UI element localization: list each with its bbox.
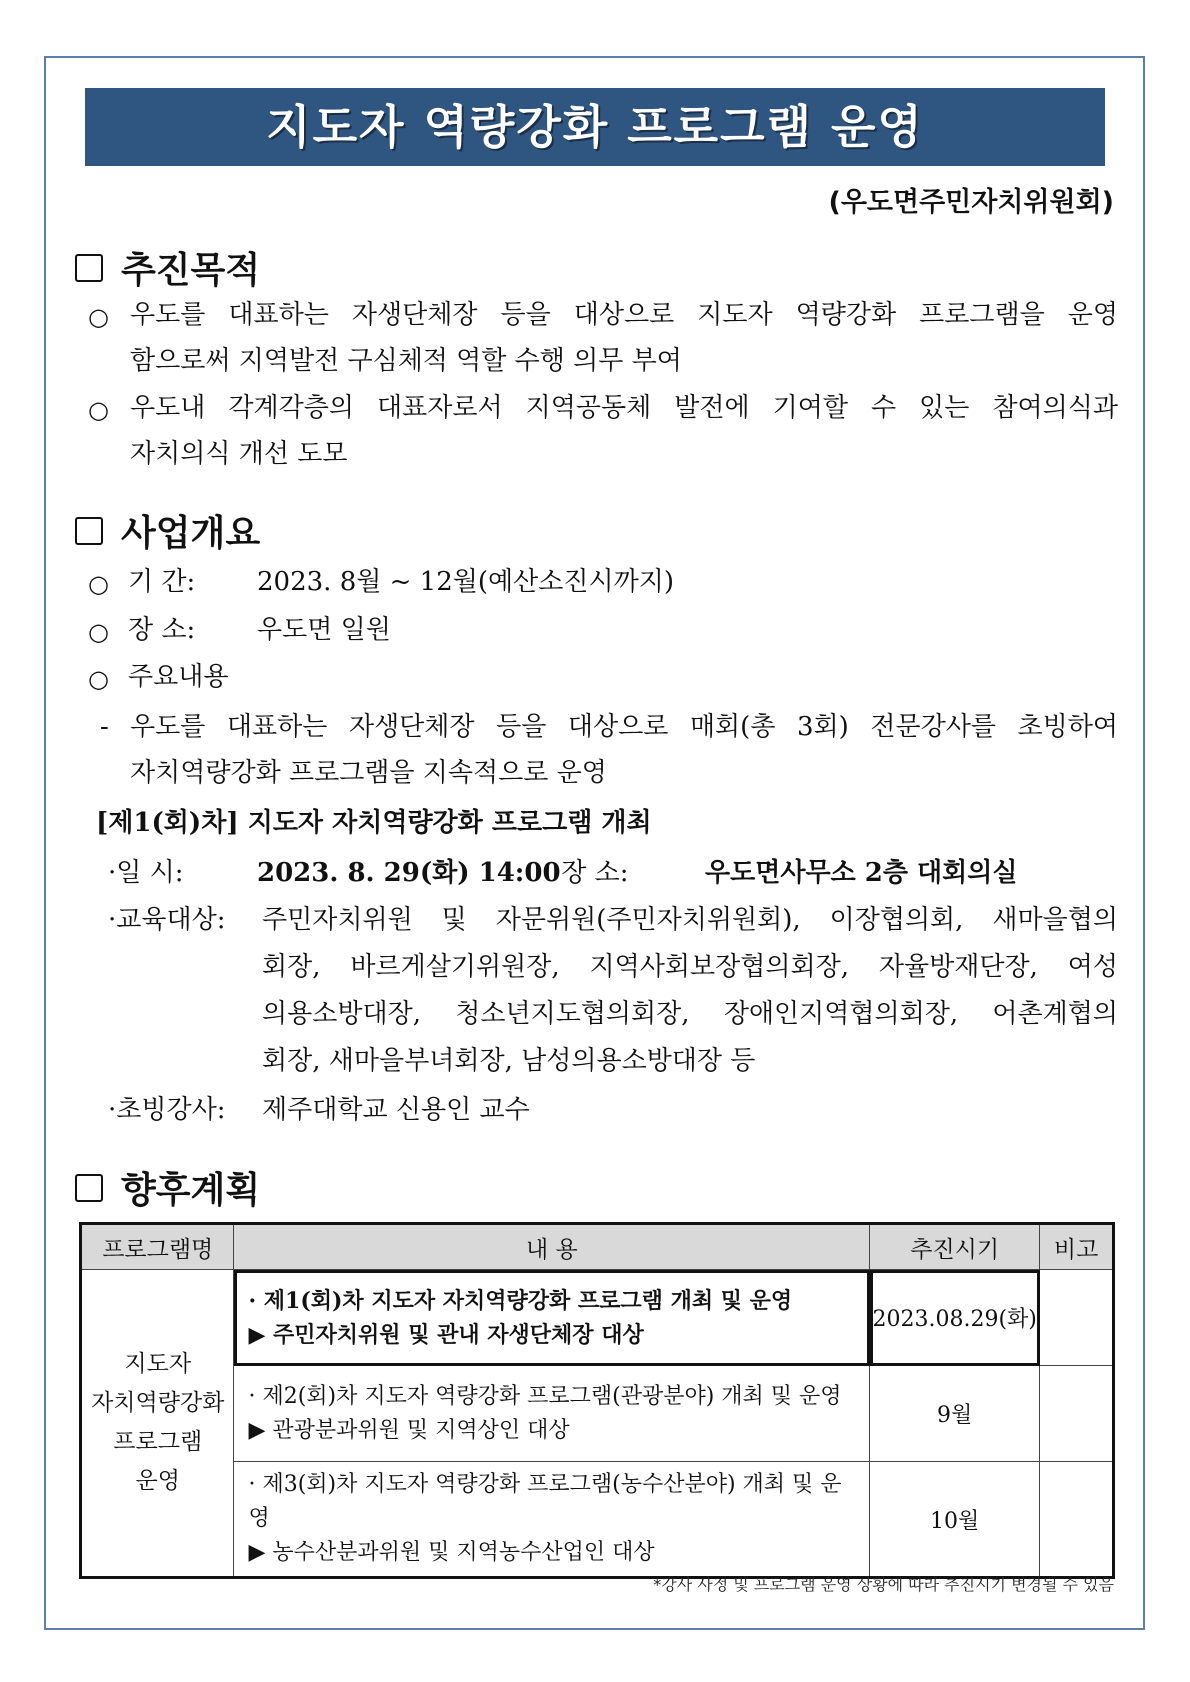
venue-value: 우도면사무소 2층 대회의실 (705, 858, 1018, 888)
row-2-when: 9월 (870, 1366, 1040, 1462)
purpose-item-1-line1: 우도를 대표하는 자생단체장 등을 대상으로 지도자 역량강화 프로그램을 운영 (130, 300, 1118, 330)
row-content-line: · 제3(회)차 지도자 역량강화 프로그램(농수산분야) 개최 및 운영 (248, 1472, 842, 1531)
circle-bullet-icon: ○ (88, 665, 109, 693)
program-name-line: 프로그램 (113, 1429, 203, 1455)
row-2-note (1040, 1366, 1114, 1462)
target-line-1: 주민자치위원 및 자문위원(주민자치위원회), 이장협의회, 새마을협의 (262, 905, 1118, 935)
purpose-item-2-line2: 자치의식 개선 도모 (130, 439, 348, 469)
section-heading-text: 추진목적 (121, 250, 261, 291)
table-row (81, 1366, 1114, 1462)
venue-label: ·장 소: (553, 858, 629, 888)
target-line-3: 의용소방대장, 청소년지도협의회장, 장애인지역협의회장, 어촌계협의 (262, 999, 1118, 1029)
period-label: 기 간: (128, 567, 196, 597)
lecturer-label: ·초빙강사: (108, 1095, 226, 1125)
page-title: 지도자 역량강화 프로그램 운영 (85, 88, 1105, 166)
date-value: 2023. 8. 29(화) 14:00 (257, 858, 561, 888)
row-1-content (234, 1270, 870, 1366)
row-3-content (234, 1462, 870, 1578)
section-overview-heading (75, 505, 260, 556)
section-plan-heading (75, 1162, 260, 1213)
header-content: 내 용 (234, 1224, 870, 1270)
row-2-content (234, 1366, 870, 1462)
target-label: ·교육대상: (108, 905, 226, 935)
checkbox-icon (75, 517, 103, 545)
row-3-when: 10월 (870, 1462, 1040, 1578)
lecturer-value: 제주대학교 신용인 교수 (262, 1095, 530, 1125)
row-content-line: · 제1(회)차 지도자 자치역량강화 프로그램 개최 및 운영 (248, 1287, 793, 1314)
row-content-line: · 제2(회)차 지도자 역량강화 프로그램(관광분야) 개최 및 운영 (248, 1383, 842, 1409)
target-line-2: 회장, 바르게살기위원장, 지역사회보장협의회장, 자율방재단장, 여성 (262, 952, 1118, 982)
program-name-line: 지도자 (124, 1351, 192, 1377)
circle-bullet-icon: ○ (88, 618, 109, 646)
content-line2: 자치역량강화 프로그램을 지속적으로 운영 (130, 758, 607, 788)
content-label: 주요내용 (128, 662, 229, 692)
row-content-line: ▶ 농수산분과위원 및 지역농수산업인 대상 (248, 1540, 655, 1565)
plan-table (79, 1222, 1115, 1579)
circle-bullet-icon: ○ (88, 303, 109, 331)
content-line1: 우도를 대표하는 자생단체장 등을 대상으로 매회(총 3회) 전문강사를 초빙하여 (130, 712, 1118, 742)
event-title: [제1(회)차] 지도자 자치역량강화 프로그램 개최 (96, 808, 652, 838)
program-name-line: 자치역량강화 (91, 1390, 225, 1416)
section-heading-text: 향후계획 (121, 1170, 261, 1211)
purpose-item-2-line1: 우도내 각계각층의 대표자로서 지역공동체 발전에 기여할 수 있는 참여의식과 (130, 393, 1118, 423)
table-row (81, 1462, 1114, 1578)
checkbox-icon (75, 254, 103, 282)
place-label: 장 소: (128, 615, 196, 645)
organization-label: (우도면주민자치위원회) (828, 187, 1114, 218)
footnote: *강사 사정 및 프로그램 운영 상황에 따라 추진시기 변경될 수 있음 (653, 1575, 1114, 1594)
circle-bullet-icon: ○ (88, 396, 109, 424)
row-content-line: ▶ 주민자치위원 및 관내 자생단체장 대상 (248, 1321, 644, 1348)
purpose-item-1-line2: 함으로써 지역발전 구심체적 역할 수행 의무 부여 (130, 346, 682, 376)
header-when: 추진시기 (870, 1224, 1040, 1270)
date-label: ·일 시: (108, 858, 184, 888)
row-1-when: 2023.08.29(화) (870, 1270, 1040, 1366)
program-name-line: 운영 (135, 1468, 180, 1494)
section-heading-text: 사업개요 (121, 513, 261, 554)
program-name-cell (81, 1270, 234, 1578)
period-value: 2023. 8월 ~ 12월(예산소진시까지) (257, 567, 674, 597)
place-value: 우도면 일원 (257, 615, 391, 645)
circle-bullet-icon: ○ (88, 570, 109, 598)
header-program: 프로그램명 (81, 1224, 234, 1270)
row-3-note (1040, 1462, 1114, 1578)
header-note: 비고 (1040, 1224, 1114, 1270)
table-header-row (81, 1224, 1114, 1270)
table-row (81, 1270, 1114, 1366)
target-line-4: 회장, 새마을부녀회장, 남성의용소방대장 등 (262, 1046, 756, 1076)
dash-bullet: - (100, 712, 109, 742)
row-1-note (1040, 1270, 1114, 1366)
row-content-line: ▶ 관광분과위원 및 지역상인 대상 (248, 1417, 570, 1443)
checkbox-icon (75, 1174, 103, 1202)
section-purpose-heading (75, 242, 260, 293)
